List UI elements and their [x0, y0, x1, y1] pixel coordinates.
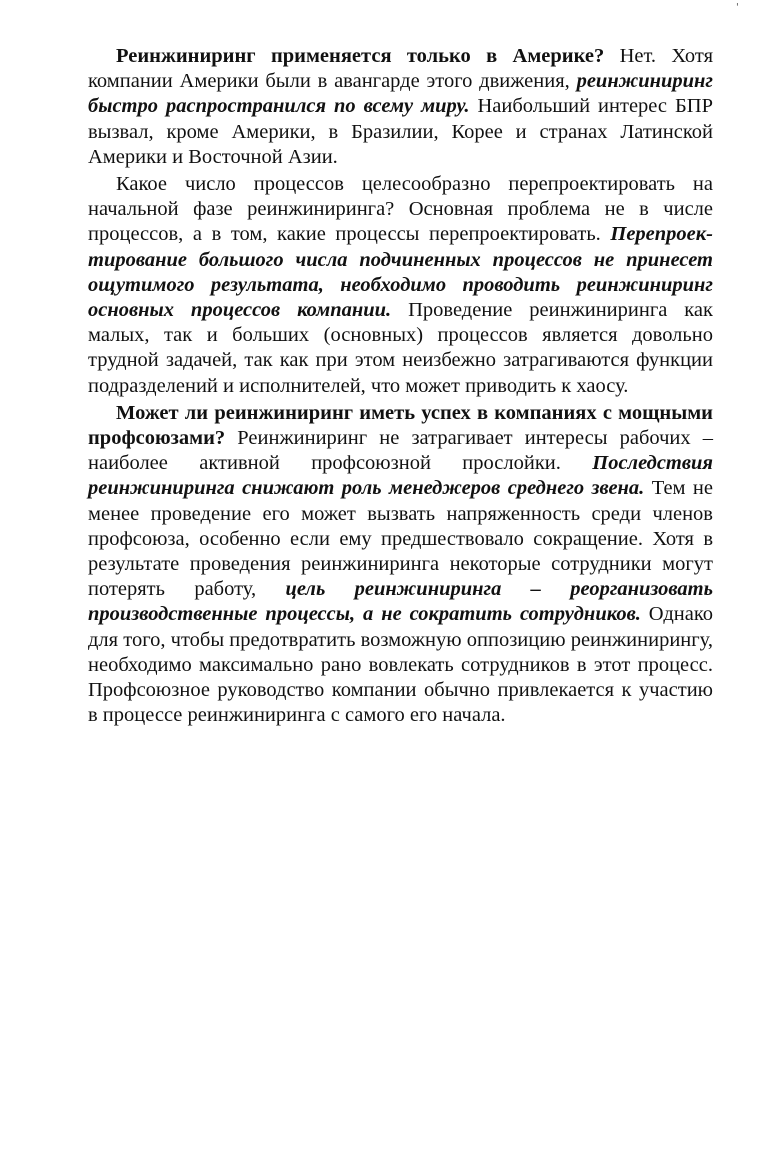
- text-run: Однако для того, чтобы предотвратить возможную оппозицию реинжинирингу, необходимо максимально рано вовлекать сотрудников в этот процесс. Профсоюзное руководство компании обычно привлекается к участию в процессе реинжиниринга с самого его начала.: [88, 603, 713, 727]
- paragraph-unions: [88, 401, 713, 729]
- text-run: Какое число процессов целесообразно перепроектировать на начальной фазе реинжиниринга? Основная проблема не в числе процессов, а в том, какие процессы перепроектировать.: [88, 173, 713, 246]
- emphasis-run: реинжиниринг быстро распространился по всему миру.: [88, 70, 713, 118]
- paragraph-america: [88, 44, 713, 170]
- emphasis-run: цель реинжиниринга – реорганизовать производственные процессы, а не сократить сотрудников.: [88, 578, 713, 626]
- text-run: Проведение реинжиниринга как малых, так и больших (основных) процессов является довольно трудной задачей, так как при этом неизбежно затрагиваются функции подразделений и исполнителей, что может приводить к хаосу.: [88, 299, 713, 397]
- text-run: Тем не менее проведение его может вызвать напряженность среди членов профсоюза, особенно если ему предшествовало сокращение. Хотя в результате проведения реинжиниринга некоторые сотрудники могут потерять работу,: [88, 477, 713, 601]
- bold-question-run: Может ли реинжиниринг иметь успех в компаниях с мощными профсоюзами?: [88, 401, 713, 450]
- text-run: Наибольший интерес БПР вызвал, кроме Америки, в Бразилии, Корее и странах Латинской Америки и Восточной Азии.: [88, 95, 713, 168]
- emphasis-run: Перепроектирование большого числа подчиненных процессов не принесет ощутимого результата, необходимо проводить реинжиниринг основных процессов компании.: [88, 223, 713, 322]
- paragraph-process-count: [88, 172, 713, 399]
- text-run: Реинжиниринг не затрагивает интересы рабочих – наиболее активной профсоюзной прослойки.: [88, 427, 713, 475]
- bold-question-run: Реинжиниринг применяется только в Америке?: [116, 45, 605, 67]
- page-corner-mark: ': [736, 2, 739, 13]
- text-run: Нет. Хотя компании Америки были в авангарде этого движения,: [88, 45, 713, 93]
- document-page: [88, 44, 713, 730]
- emphasis-run: Последствия реинжиниринга снижают роль менеджеров среднего звена.: [88, 452, 713, 500]
